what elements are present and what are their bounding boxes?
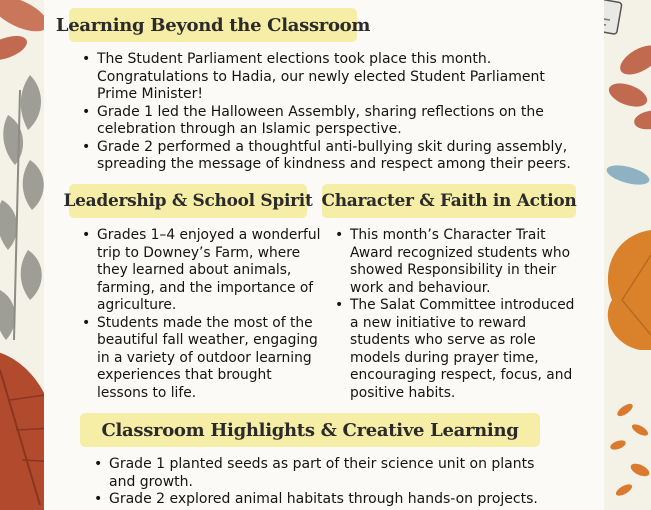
leadership-list (80, 227, 325, 402)
small-orange-leaves-icon (609, 402, 651, 498)
section-heading-learning-beyond: Learning Beyond the Classroom (69, 8, 357, 42)
blue-leaf-icon (605, 162, 651, 189)
list-item: • This month’s Character Trait Award recognized students who showed Responsibility in their work and behaviour. (333, 227, 581, 297)
list-item: • Grade 1 planted seeds as part of their science unit on plants and growth. (92, 456, 562, 491)
orange-maple-leaf-icon (608, 230, 651, 350)
character-list (333, 227, 581, 402)
list-item: • Grade 2 explored animal habitats through hands-on projects. (92, 491, 562, 509)
list-item: • Grade 2 performed a thoughtful anti-bullying skit during assembly, spreading the message of kindness and respect among their peers. (80, 139, 575, 174)
section-heading-classroom: Classroom Highlights & Creative Learning (80, 413, 540, 447)
learning-beyond-list (80, 51, 575, 174)
section-heading-character: Character & Faith in Action (322, 184, 576, 218)
grey-leaf-branch-icon (0, 75, 44, 340)
list-item: • Students made the most of the beautiful fall weather, engaging in a variety of outdoor learning experiences that brought lessons to life. (80, 315, 325, 403)
rust-leaf-top-right-icon (606, 39, 651, 131)
list-item: • Grades 1–4 enjoyed a wonderful trip to Downey’s Farm, where they learned about animals, farming, and the importance of agriculture. (80, 227, 325, 315)
section-heading-leadership: Leadership & School Spirit (69, 184, 307, 218)
list-item: • The Student Parliament elections took place this month. Congratulations to Hadia, our newly elected Student Parliament Prime Minister! (80, 51, 575, 104)
classroom-list (92, 456, 562, 509)
list-item: • Grade 1 led the Halloween Assembly, sharing reflections on the celebration through an Islamic perspective. (80, 104, 575, 139)
list-item: • The Salat Committee introduced a new initiative to reward students who serve as role models during prayer time, encouraging respect, focus, and positive habits. (333, 297, 581, 402)
